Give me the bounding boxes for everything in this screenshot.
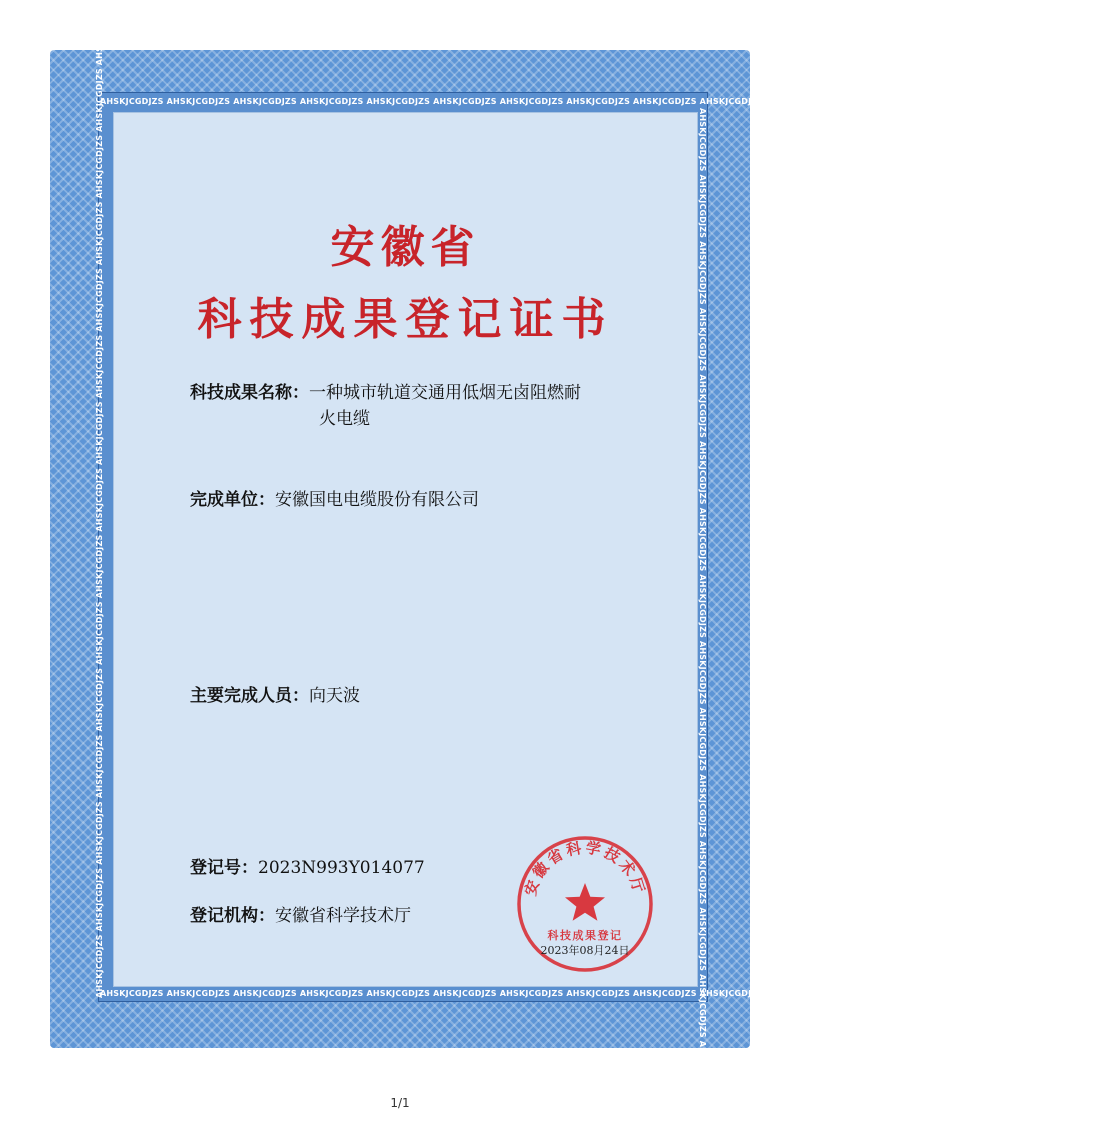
- page-number: 1/1: [390, 1096, 410, 1110]
- seal-inner-text: 科技成果登记: [547, 929, 623, 942]
- official-seal-stamp: [514, 833, 656, 975]
- main-personnel-label: 主要完成人员：: [190, 686, 309, 706]
- microtext-bottom: AHSKJCGDJZS AHSKJCGDJZS AHSKJCGDJZS AHSKJCGDJZS AHSKJCGDJZS AHSKJCGDJZS AHSKJCGDJZS AHSKJCGDJZS AHSKJCGDJZS AHSKJCGDJZS AHSKJCGDJZS AHSKJCGDJZS AHSKJCGDJZS AHSKJCGDJZS AHSKJCGDJZS: [100, 989, 1096, 998]
- achievement-name-label: 科技成果名称：: [190, 383, 309, 403]
- achievement-name-value: 一种城市轨道交通用低烟无卤阻燃耐: [309, 383, 581, 403]
- microtext-left: AHSKJCGDJZS AHSKJCGDJZS AHSKJCGDJZS AHSKJCGDJZS AHSKJCGDJZS AHSKJCGDJZS AHSKJCGDJZS AHSKJCGDJZS AHSKJCGDJZS AHSKJCGDJZS AHSKJCGDJZS AHSKJCGDJZS AHSKJCGDJZS AHSKJCGDJZS AHSKJCGDJZS: [95, 1, 104, 998]
- completing-unit-field: [190, 485, 479, 510]
- registration-authority-value: 安徽省科学技术厅: [275, 906, 411, 926]
- microtext-top: AHSKJCGDJZS AHSKJCGDJZS AHSKJCGDJZS AHSKJCGDJZS AHSKJCGDJZS AHSKJCGDJZS AHSKJCGDJZS AHSKJCGDJZS AHSKJCGDJZS AHSKJCGDJZS AHSKJCGDJZS AHSKJCGDJZS AHSKJCGDJZS AHSKJCGDJZS AHSKJCGDJZS: [100, 97, 1096, 106]
- completing-unit-value: 安徽国电电缆股份有限公司: [275, 490, 479, 510]
- registration-authority-label: 登记机构：: [190, 906, 275, 926]
- registration-number-label: 登记号：: [190, 858, 258, 878]
- microtext-right: AHSKJCGDJZS AHSKJCGDJZS AHSKJCGDJZS AHSKJCGDJZS AHSKJCGDJZS AHSKJCGDJZS AHSKJCGDJZS AHSKJCGDJZS AHSKJCGDJZS AHSKJCGDJZS AHSKJCGDJZS AHSKJCGDJZS AHSKJCGDJZS AHSKJCGDJZS AHSKJCGDJZS: [698, 108, 707, 1105]
- seal-ring-text: 安徽省科学技术厅: [521, 838, 649, 898]
- achievement-name-value-continued: 火电缆: [319, 409, 370, 429]
- completing-unit-label: 完成单位：: [190, 490, 275, 510]
- main-personnel-value: 向天波: [309, 686, 360, 706]
- certificate-title-main: 科技成果登记证书: [197, 294, 614, 345]
- main-personnel-field: [190, 681, 360, 706]
- registration-number-field: [190, 853, 425, 878]
- certificate-panel: [113, 112, 698, 987]
- certificate-title-province: 安徽省: [330, 222, 481, 273]
- registration-number-value: 2023N993Y014077: [258, 858, 425, 878]
- achievement-name-field: [190, 378, 581, 403]
- seal-date: 2023年08月24日: [540, 944, 630, 957]
- seal-star-icon: [565, 883, 605, 921]
- registration-authority-field: [190, 901, 411, 926]
